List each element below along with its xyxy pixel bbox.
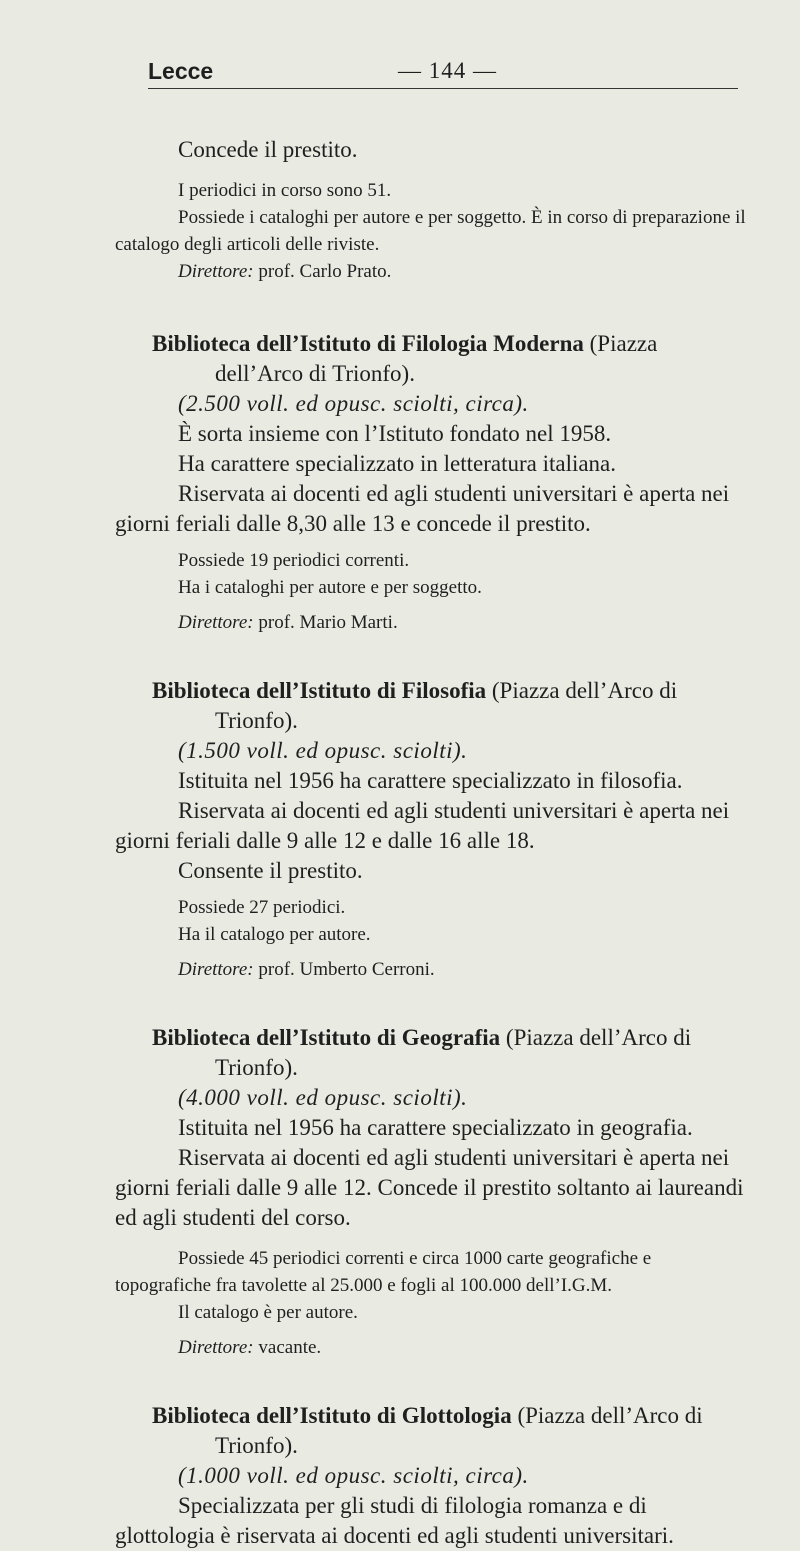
running-head: Lecce — [148, 58, 214, 84]
entry-location: (Piazza dell’Arco di Trionfo). — [215, 1403, 703, 1458]
entry-location: (Piazza dell’Arco di Trionfo). — [215, 331, 658, 386]
entry-direttore — [115, 956, 750, 983]
intro-direttore — [115, 258, 750, 285]
library-entry — [115, 676, 750, 983]
entry-line: Riservata ai docenti ed agli studenti universitari è aperta nei giorni feriali dalle 8,30 alle 13 e concede il prestito. — [115, 481, 730, 536]
entry-line: Istituita nel 1956 ha carattere specializzato in geografia. — [178, 1115, 693, 1140]
entry-note: Il catalogo è per autore. — [178, 1302, 358, 1323]
direttore-label: Direttore: — [178, 1337, 254, 1358]
entry-volumes: (4.000 voll. ed opusc. sciolti). — [178, 1085, 468, 1110]
entry-note: Possiede 45 periodici correnti e circa 1000 carte geografiche e topografiche fra tavolette al 25.000 e fogli al 100.000 dell’I.G.M. — [115, 1248, 652, 1296]
direttore-label: Direttore: — [178, 959, 254, 980]
entry-title: Biblioteca dell’Istituto di Geografia — [152, 1025, 501, 1050]
entry-note: Possiede 27 periodici. — [178, 897, 346, 918]
entry-line: Istituita nel 1956 ha carattere specializzato in filosofia. — [178, 768, 683, 793]
entry-line: È sorta insieme con l’Istituto fondato nel 1958. — [178, 421, 612, 446]
entry-note: Possiede 19 periodici correnti. — [178, 550, 410, 571]
entry-heading — [115, 676, 750, 736]
entry-heading — [115, 1023, 750, 1083]
entry-line: Riservata ai docenti ed agli studenti universitari è aperta nei giorni feriali dalle 9 alle 12. Concede il prestito soltanto ai laureandi ed agli studenti del corso. — [115, 1145, 744, 1230]
entry-line: Ha carattere specializzato in letteratura italiana. — [178, 451, 617, 476]
entry-volumes: (2.500 voll. ed opusc. sciolti, circa). — [178, 391, 529, 416]
direttore-label: Direttore: — [178, 261, 254, 282]
library-entry — [115, 1401, 750, 1551]
intro-prestito: Concede il prestito. — [178, 137, 358, 162]
intro-periodici: I periodici in corso sono 51. — [178, 180, 392, 201]
entry-note: Ha il catalogo per autore. — [178, 924, 371, 945]
library-entry — [115, 1023, 750, 1361]
direttore-name: prof. Umberto Cerroni. — [258, 959, 435, 980]
entry-line: Consente il prestito. — [178, 858, 363, 883]
intro-cataloghi: Possiede i cataloghi per autore e per soggetto. È in corso di preparazione il catalogo degli articoli delle riviste. — [115, 207, 746, 255]
entry-volumes: (1.500 voll. ed opusc. sciolti). — [178, 738, 468, 763]
entry-location: (Piazza dell’Arco di Trionfo). — [215, 1025, 692, 1080]
direttore-name: prof. Carlo Prato. — [258, 261, 392, 282]
entry-line: Riservata ai docenti ed agli studenti universitari è aperta nei giorni feriali dalle 9 alle 12 e dalle 16 alle 18. — [115, 798, 730, 853]
entry-note: Ha i cataloghi per autore e per soggetto. — [178, 577, 482, 598]
entry-direttore — [115, 609, 750, 636]
direttore-name: prof. Mario Marti. — [258, 612, 398, 633]
entry-title: Biblioteca dell’Istituto di Filologia Moderna — [152, 331, 584, 356]
entry-direttore — [115, 1334, 750, 1361]
entry-heading — [115, 329, 750, 389]
entry-location: (Piazza dell’Arco di Trionfo). — [215, 678, 678, 733]
entry-line: Specializzata per gli studi di filologia romanza e di glottologia è riservata ai docenti ed agli studenti universitari. — [115, 1493, 674, 1548]
entry-volumes: (1.000 voll. ed opusc. sciolti, circa). — [178, 1463, 529, 1488]
direttore-name: vacante. — [258, 1337, 322, 1358]
intro-block — [115, 135, 750, 285]
entry-heading — [115, 1401, 750, 1461]
entry-title: Biblioteca dell’Istituto di Filosofia — [152, 678, 487, 703]
entry-title: Biblioteca dell’Istituto di Glottologia — [152, 1403, 512, 1428]
page-header — [148, 58, 738, 92]
direttore-label: Direttore: — [178, 612, 254, 633]
library-entry — [115, 329, 750, 636]
header-rule — [148, 88, 738, 89]
page-body — [115, 135, 750, 1551]
page-number: — 144 — — [398, 58, 497, 83]
